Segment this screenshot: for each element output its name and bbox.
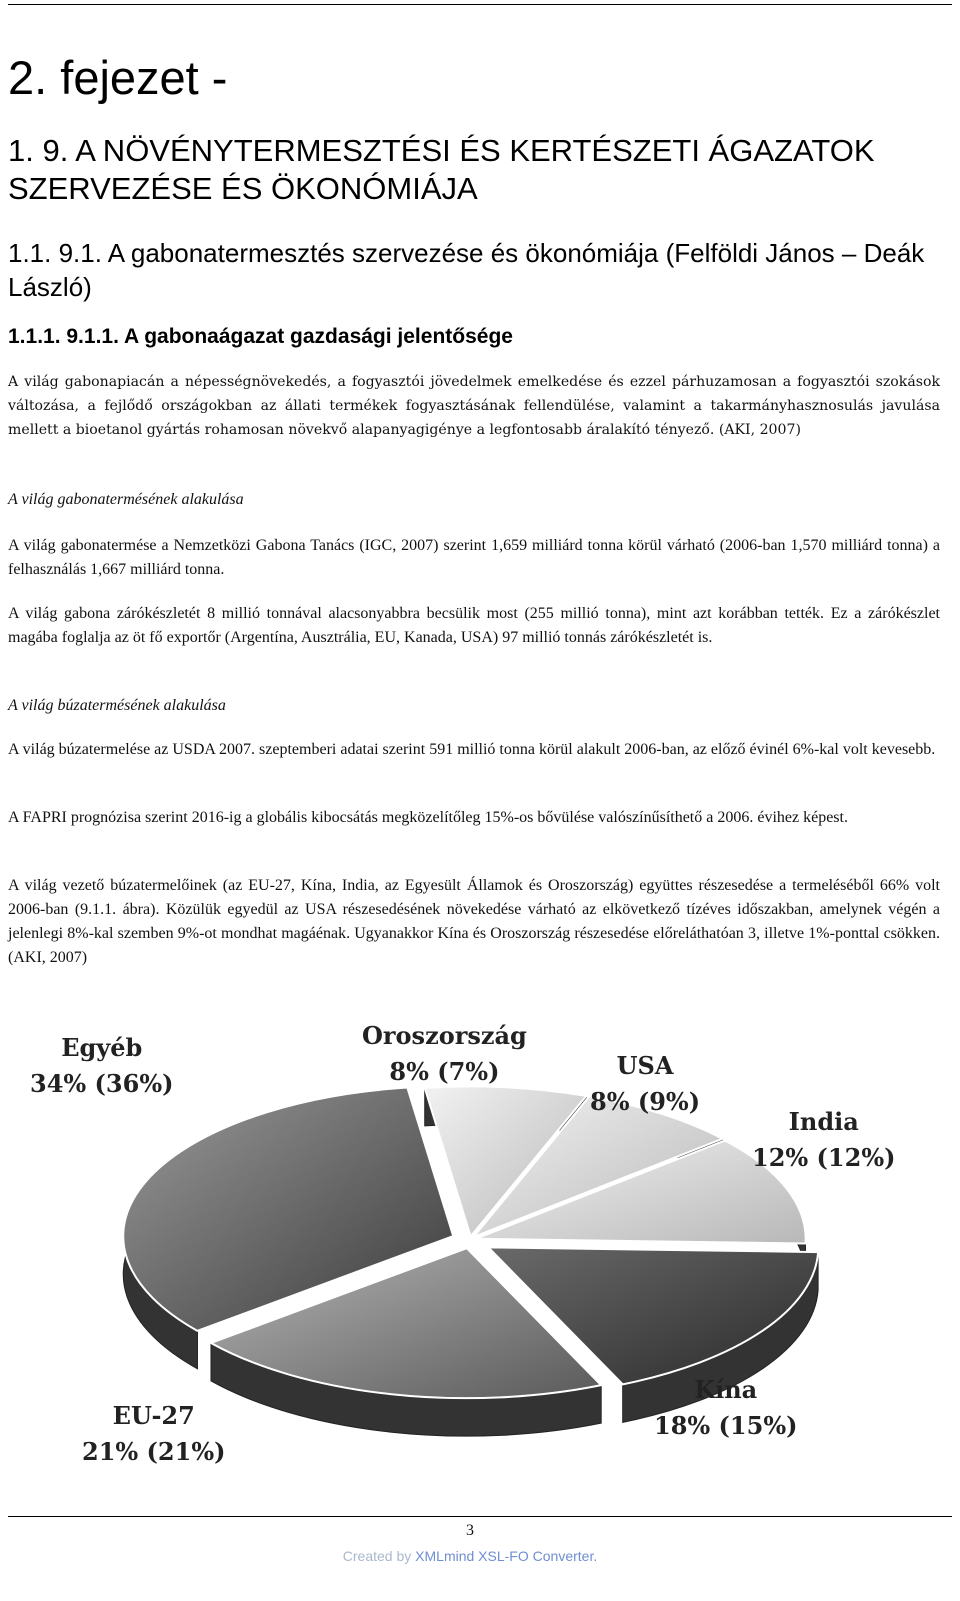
subsection-title: 1.1. 9.1. A gabonatermesztés szervezése és ökonómiája (Felföldi János – Deák László) (8, 238, 925, 302)
footer-created-by: Created by (342, 1548, 416, 1564)
section-title: 1. 9. A NÖVÉNYTERMESZTÉSI ÉS KERTÉSZETI ÁGAZATOK SZERVEZÉSE ÉS ÖKONÓMIÁJA (8, 133, 875, 206)
label-kina (654, 1372, 797, 1444)
top-rule (8, 4, 952, 5)
footer-brand: XMLmind XSL-FO Converter. (415, 1548, 598, 1564)
label-egyeb (30, 1030, 173, 1102)
footer-credit (0, 1546, 940, 1566)
label-oroszorszag (362, 1018, 527, 1090)
label-eu27-value: 21% (21%) (82, 1437, 226, 1466)
page-number: 3 (466, 1522, 474, 1539)
label-india-name: India (788, 1107, 859, 1136)
section-heading-grain: A világ gabonatermésének alakulása (8, 491, 244, 508)
paragraph-producers: A világ vezető búzatermelőinek (az EU-27, Kína, India, az Egyesült Államok és Oroszország) együttes részesedése a termeléséből 66% volt 2006-ban (9.1.1. ábra). Közülük egyedül az USA részesedésének növekedése várható az elkövetkező tízéves időszakban, amelynek végén a jelenlegi 8%-kal szemben 9%-ot mondhat magáénak. Ugyanakkor Kína és Oroszország részesedése előreláthatóan 3, illetve 1%-ponttal csökken. (AKI, 2007) (8, 877, 940, 966)
label-oroszorszag-name: Oroszország (362, 1021, 527, 1050)
label-usa-name: USA (616, 1051, 674, 1080)
label-usa (590, 1048, 700, 1120)
label-eu27-name: EU-27 (112, 1401, 195, 1430)
paragraph-grain-harvest: A világ gabonatermése a Nemzetközi Gabona Tanács (IGC, 2007) szerint 1,659 milliárd tonna körül várható (2006-ban 1,570 milliárd tonna) a felhasználás 1,667 milliárd tonna. (8, 537, 940, 578)
label-usa-value: 8% (9%) (590, 1087, 701, 1116)
intro-paragraph: A világ gabonapiacán a népességnövekedés, a fogyasztói jövedelmek emelkedése és ezzel párhuzamosan a fogyasztói szokások változása, a fejlődő országokban az állati termékek fogyasztásának fellendülése, valamint a takarmányhasznosulás javulása mellett a bioetanol gyártás rohamosan növekvő alapanyagigénye a legfontosabb áralakító tényező. (AKI, 2007) (8, 374, 940, 438)
label-kina-value: 18% (15%) (654, 1411, 798, 1440)
paragraph-closing-stock: A világ gabona zárókészletét 8 millió tonnával alacsonyabbra becsülik most (255 millió tonna), mint azt korábban tették. Ez a zárókészlet magába foglalja az öt fő exportőr (Argentína, Ausztrália, EU, Kanada, USA) 97 millió tonnás zárókészletét is. (8, 605, 940, 646)
label-oroszorszag-value: 8% (7%) (389, 1057, 500, 1086)
label-egyeb-value: 34% (36%) (30, 1069, 174, 1098)
label-eu27 (82, 1398, 225, 1470)
label-india-value: 12% (12%) (752, 1143, 896, 1172)
label-egyeb-name: Egyéb (61, 1033, 143, 1062)
chapter-title: 2. fejezet - (8, 51, 228, 104)
label-india (752, 1104, 895, 1176)
section-heading-wheat: A világ búzatermésének alakulása (8, 697, 226, 714)
label-kina-name: Kína (694, 1375, 758, 1404)
paragraph-fapri: A FAPRI prognózisa szerint 2016-ig a globális kibocsátás megközelítőleg 15%-os bővülése valószínűsíthető a 2006. évihez képest. (8, 809, 848, 826)
bottom-rule (8, 1516, 952, 1517)
paragraph-wheat-usda: A világ búzatermelése az USDA 2007. szeptemberi adatai szerint 591 millió tonna körül alakult 2006-ban, az előző évinél 6%-kal volt kevesebb. (8, 741, 936, 758)
pie-chart (0, 1010, 960, 1500)
subsubsection-title: 1.1.1. 9.1.1. A gabonaágazat gazdasági jelentősége (8, 325, 513, 348)
